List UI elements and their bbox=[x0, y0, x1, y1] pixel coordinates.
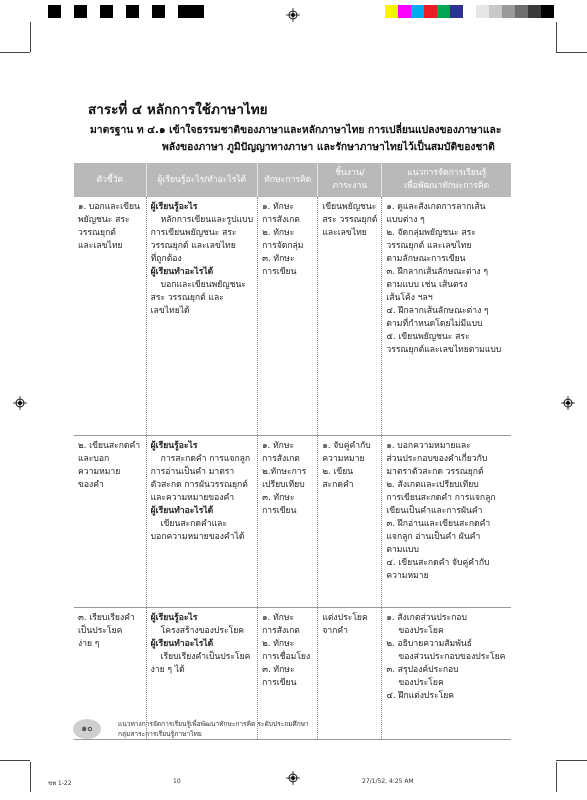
indicator-cell-line: ง่าย ๆ bbox=[78, 638, 100, 649]
crop-mark bbox=[556, 762, 557, 792]
thinking-skills-cell-line: ๒. ทักษะ bbox=[262, 638, 295, 649]
page-number-badge: ๑๐ bbox=[73, 719, 101, 739]
learning-cell-line: สระ วรรณยุกต์ และ bbox=[150, 293, 224, 303]
approach-cell-line: วรรณยุกต์และเลขไทยตามแบบ bbox=[386, 345, 502, 355]
thinking-skills-cell-line: การสังเกต bbox=[262, 453, 300, 464]
footer-line-2: กลุ่มสาระการเรียนรู้ภาษาไทย bbox=[118, 730, 202, 738]
approach-cell-line: ความหมาย bbox=[386, 570, 429, 581]
work-cell-line: แต่งประโยค bbox=[322, 612, 368, 623]
approach-cell-line: แบบต่าง ๆ bbox=[386, 215, 425, 225]
thinking-skills-cell-line: ๑. ทักษะ bbox=[262, 440, 295, 451]
thinking-skills-cell-line: การสังเกต bbox=[262, 625, 300, 636]
learning-cell-line: ที่ถูกต้อง bbox=[150, 254, 182, 264]
header-approach bbox=[382, 163, 511, 197]
learning-cell-line: การเขียนพยัญชนะ สระ bbox=[150, 228, 237, 238]
indicator-cell bbox=[74, 435, 146, 607]
thinking-skills-cell-line: ๒.ทักษะการ bbox=[262, 466, 307, 477]
work-cell-line: ๒. เขียน bbox=[322, 466, 354, 477]
learning-cell-line: ผู้เรียนทำอะไรได้ bbox=[150, 267, 214, 277]
header-learning: ผู้เรียนรู้อะไร/ทำอะไรได้ bbox=[146, 163, 257, 197]
approach-cell-line: เส้นโค้ง ฯลฯ bbox=[386, 293, 433, 303]
approach-cell-line: ๕. เขียนพยัญชนะ สระ bbox=[386, 332, 470, 342]
work-cell-line: และเลขไทย bbox=[322, 228, 367, 238]
approach-cell-line: ของส่วนประกอบของประโยค bbox=[398, 651, 506, 662]
crop-mark bbox=[556, 22, 557, 52]
header-work-line: ชิ้นงาน/ bbox=[335, 168, 365, 178]
approach-cell-line: ๓. สรุปองค์ประกอบ bbox=[386, 664, 459, 675]
approach-cell-line: ๑. สังเกตส่วนประกอบ bbox=[386, 612, 467, 623]
work-cell bbox=[318, 435, 382, 607]
crop-mark bbox=[0, 52, 30, 53]
approach-cell bbox=[382, 197, 511, 435]
approach-cell-line: ส่วนประกอบของคำเกี่ยวกับ bbox=[386, 453, 488, 464]
printer-density-bar-left bbox=[48, 5, 204, 18]
thinking-skills-cell-line: การสังเกต bbox=[262, 215, 300, 225]
indicator-cell-line: และเลขไทย bbox=[78, 241, 123, 251]
approach-cell-line: ๓. ฝึกลากเส้นลักษณะต่าง ๆ bbox=[386, 267, 488, 277]
approach-cell-line: ๔. ฝึกลากเส้นลักษณะต่าง ๆ bbox=[386, 306, 489, 316]
approach-cell-line: ๒. สังเกตและเปรียบเทียบ bbox=[386, 479, 479, 490]
thinking-skills-cell-line: การเชื่อมโยง bbox=[262, 651, 311, 662]
thinking-skills-cell-line: ๑. ทักษะ bbox=[262, 612, 295, 623]
approach-cell-line: ๑. บอกความหมายและ bbox=[386, 440, 471, 451]
learning-cell-line: โครงสร้างของประโยค bbox=[160, 625, 245, 636]
learning-cell-line: เรียบเรียงคำเป็นประโยค bbox=[160, 651, 251, 662]
crop-mark bbox=[556, 760, 587, 761]
thinking-skills-cell-line: ๑. ทักษะ bbox=[262, 202, 295, 212]
approach-cell-line: ๔. เขียนสะกดคำ จับคู่คำกับ bbox=[386, 557, 490, 568]
thinking-skills-cell-line: ๓. ทักษะ bbox=[262, 664, 295, 675]
work-cell-line: สะกดคำ bbox=[322, 479, 354, 490]
thinking-skills-cell-line: การเขียน bbox=[262, 505, 297, 516]
thinking-skills-cell-line: เปรียบเทียบ bbox=[262, 479, 305, 490]
thinking-skills-cell-line: ๓. ทักษะ bbox=[262, 254, 295, 264]
learning-cell-line: ผู้เรียนทำอะไรได้ bbox=[150, 638, 214, 649]
approach-cell-line: ตามแบบ เช่น เส้นตรง bbox=[386, 280, 468, 290]
indicator-cell bbox=[74, 197, 146, 435]
learning-cell-line: และความหมายของคำ bbox=[150, 492, 235, 503]
table-row bbox=[74, 197, 511, 435]
approach-cell-line: ตามลักษณะการเขียน bbox=[386, 254, 466, 264]
footer-text bbox=[118, 719, 309, 739]
indicator-cell-line: ของคำ bbox=[78, 479, 104, 490]
thinking-skills-cell-line: การจัดกลุ่ม bbox=[262, 241, 304, 251]
learning-cell-line: บอกและเขียนพยัญชนะ bbox=[160, 280, 246, 290]
page-title: สาระที่ ๔ หลักการใช้ภาษาไทย bbox=[88, 102, 268, 118]
indicator-cell-line: ๓. เรียบเรียงคำ bbox=[78, 612, 135, 623]
approach-cell-line: ๓. ฝึกอ่านและเขียนสะกดคำ bbox=[386, 518, 491, 529]
learning-cell-line: ง่าย ๆ ได้ bbox=[150, 664, 185, 675]
approach-cell-line: ๒. อธิบายความสัมพันธ์ bbox=[386, 638, 472, 649]
print-info-left: ชพ 1-22 bbox=[48, 780, 72, 787]
crop-mark bbox=[0, 760, 30, 761]
learning-cell-line: วรรณยุกต์ และเลขไทย bbox=[150, 241, 236, 251]
registration-mark-icon bbox=[286, 8, 300, 22]
approach-cell-line: ของประโยค bbox=[398, 625, 444, 636]
thinking-skills-cell-line: ๒. ทักษะ bbox=[262, 228, 295, 238]
indicator-cell-line: วรรณยุกต์ bbox=[78, 228, 116, 238]
learning-cell-line: เลขไทยได้ bbox=[150, 306, 190, 316]
approach-cell-line: เขียนเป็นคำและการผันคำ bbox=[386, 505, 483, 516]
indicator-cell-line: ๑. บอกและเขียน bbox=[78, 202, 140, 212]
standard-line-1: มาตรฐาน ท ๔.๑ เข้าใจธรรมชาติของภาษาและหลักภาษาไทย การเปลี่ยนแปลงของภาษาและ bbox=[90, 124, 502, 136]
crop-mark bbox=[30, 762, 31, 792]
learning-cell-line: บอกความหมายของคำได้ bbox=[150, 531, 245, 542]
approach-cell-line: ๔. ฝึกแต่งประโยค bbox=[386, 690, 454, 701]
learning-cell-line: การอ่านเป็นคำ มาตรา bbox=[150, 466, 235, 477]
work-cell bbox=[318, 607, 382, 739]
work-cell bbox=[318, 197, 382, 435]
indicator-cell-line: พยัญชนะ สระ bbox=[78, 215, 130, 225]
registration-mark-icon bbox=[286, 771, 300, 785]
approach-cell-line: ๑. ดูและสังเกตการลากเส้น bbox=[386, 202, 486, 212]
learning-cell bbox=[146, 197, 257, 435]
thinking-skills-cell bbox=[258, 197, 318, 435]
approach-cell-line: ตามที่กำหนดโดยไม่มีแบบ bbox=[386, 319, 483, 329]
thinking-skills-cell-line: การเขียน bbox=[262, 677, 297, 688]
approach-cell bbox=[382, 435, 511, 607]
footer-line-1: แนวทางการจัดการเรียนรู้เพื่อพัฒนาทักษะการคิด ระดับประถมศึกษา bbox=[118, 720, 309, 728]
table-row bbox=[74, 435, 511, 607]
crop-mark bbox=[30, 22, 31, 52]
registration-mark-icon bbox=[561, 396, 575, 410]
header-indicator: ตัวชี้วัด bbox=[74, 163, 146, 197]
table-header-row bbox=[74, 163, 511, 197]
printer-color-bar-right bbox=[385, 5, 554, 18]
indicator-cell-line: และบอก bbox=[78, 453, 110, 464]
approach-cell-line: การเขียนสะกดคำ การแจกลูก bbox=[386, 492, 496, 503]
standard-line-2: พลังของภาษา ภูมิปัญญาทางภาษา และรักษาภาษาไทยไว้เป็นสมบัติของชาติ bbox=[162, 141, 495, 153]
learning-cell-line: ผู้เรียนรู้อะไร bbox=[150, 440, 198, 451]
work-cell-line: สระ วรรณยุกต์ bbox=[322, 215, 378, 225]
learning-cell bbox=[146, 435, 257, 607]
header-work-line: ภาระงาน bbox=[332, 181, 368, 191]
registration-mark-icon bbox=[13, 396, 27, 410]
learning-cell-line: ผู้เรียนทำอะไรได้ bbox=[150, 505, 214, 516]
work-cell-line: ๑. จับคู่คำกับ bbox=[322, 440, 371, 451]
indicator-cell-line: เป็นประโยค bbox=[78, 625, 123, 636]
learning-cell-line: การสะกดคำ การแจกลูก bbox=[160, 453, 251, 464]
learning-cell-line: เขียนสะกดคำและ bbox=[160, 518, 227, 529]
header-work bbox=[318, 163, 382, 197]
thinking-skills-cell-line: ๓. ทักษะ bbox=[262, 492, 295, 503]
work-cell-line: เขียนพยัญชนะ bbox=[322, 202, 377, 212]
thinking-skills-cell-line: การเขียน bbox=[262, 267, 297, 277]
header-approach-line: แนวการจัดการเรียนรู้ bbox=[407, 168, 487, 178]
standard-statement bbox=[90, 122, 510, 156]
learning-cell-line: ผู้เรียนรู้อะไร bbox=[150, 202, 198, 212]
learning-cell-line: ผู้เรียนรู้อะไร bbox=[150, 612, 198, 623]
header-approach-line: เพื่อพัฒนาทักษะการคิด bbox=[404, 181, 490, 191]
thinking-skills-cell bbox=[258, 435, 318, 607]
indicator-cell-line: ความหมาย bbox=[78, 466, 121, 477]
header-thinking-skills: ทักษะการคิด bbox=[258, 163, 318, 197]
approach-cell-line: ๒. จัดกลุ่มพยัญชนะ สระ bbox=[386, 228, 476, 238]
print-info-right: 27/1/52, 4:25 AM bbox=[362, 778, 414, 785]
approach-cell-line: วรรณยุกต์ และเลขไทย bbox=[386, 241, 472, 251]
crop-mark bbox=[556, 52, 587, 53]
learning-cell-line: หลักการเขียนและรูปแบบ bbox=[160, 215, 254, 225]
indicator-cell-line: ๒. เขียนสะกดคำ bbox=[78, 440, 141, 451]
work-cell-line: ความหมาย bbox=[322, 453, 365, 464]
approach-cell-line: มาตราตัวสะกด วรรณยุกต์ bbox=[386, 466, 484, 477]
approach-cell-line: ของประโยค bbox=[398, 677, 444, 688]
work-cell-line: จากคำ bbox=[322, 625, 348, 636]
approach-cell-line: ตามแบบ bbox=[386, 544, 419, 555]
approach-cell bbox=[382, 607, 511, 739]
learning-cell-line: ตัวสะกด การผันวรรณยุกต์ bbox=[150, 479, 248, 490]
curriculum-table bbox=[74, 163, 511, 740]
print-info-center: 10 bbox=[173, 778, 181, 785]
approach-cell-line: แจกลูก อ่านเป็นคำ ผันคำ bbox=[386, 531, 481, 542]
